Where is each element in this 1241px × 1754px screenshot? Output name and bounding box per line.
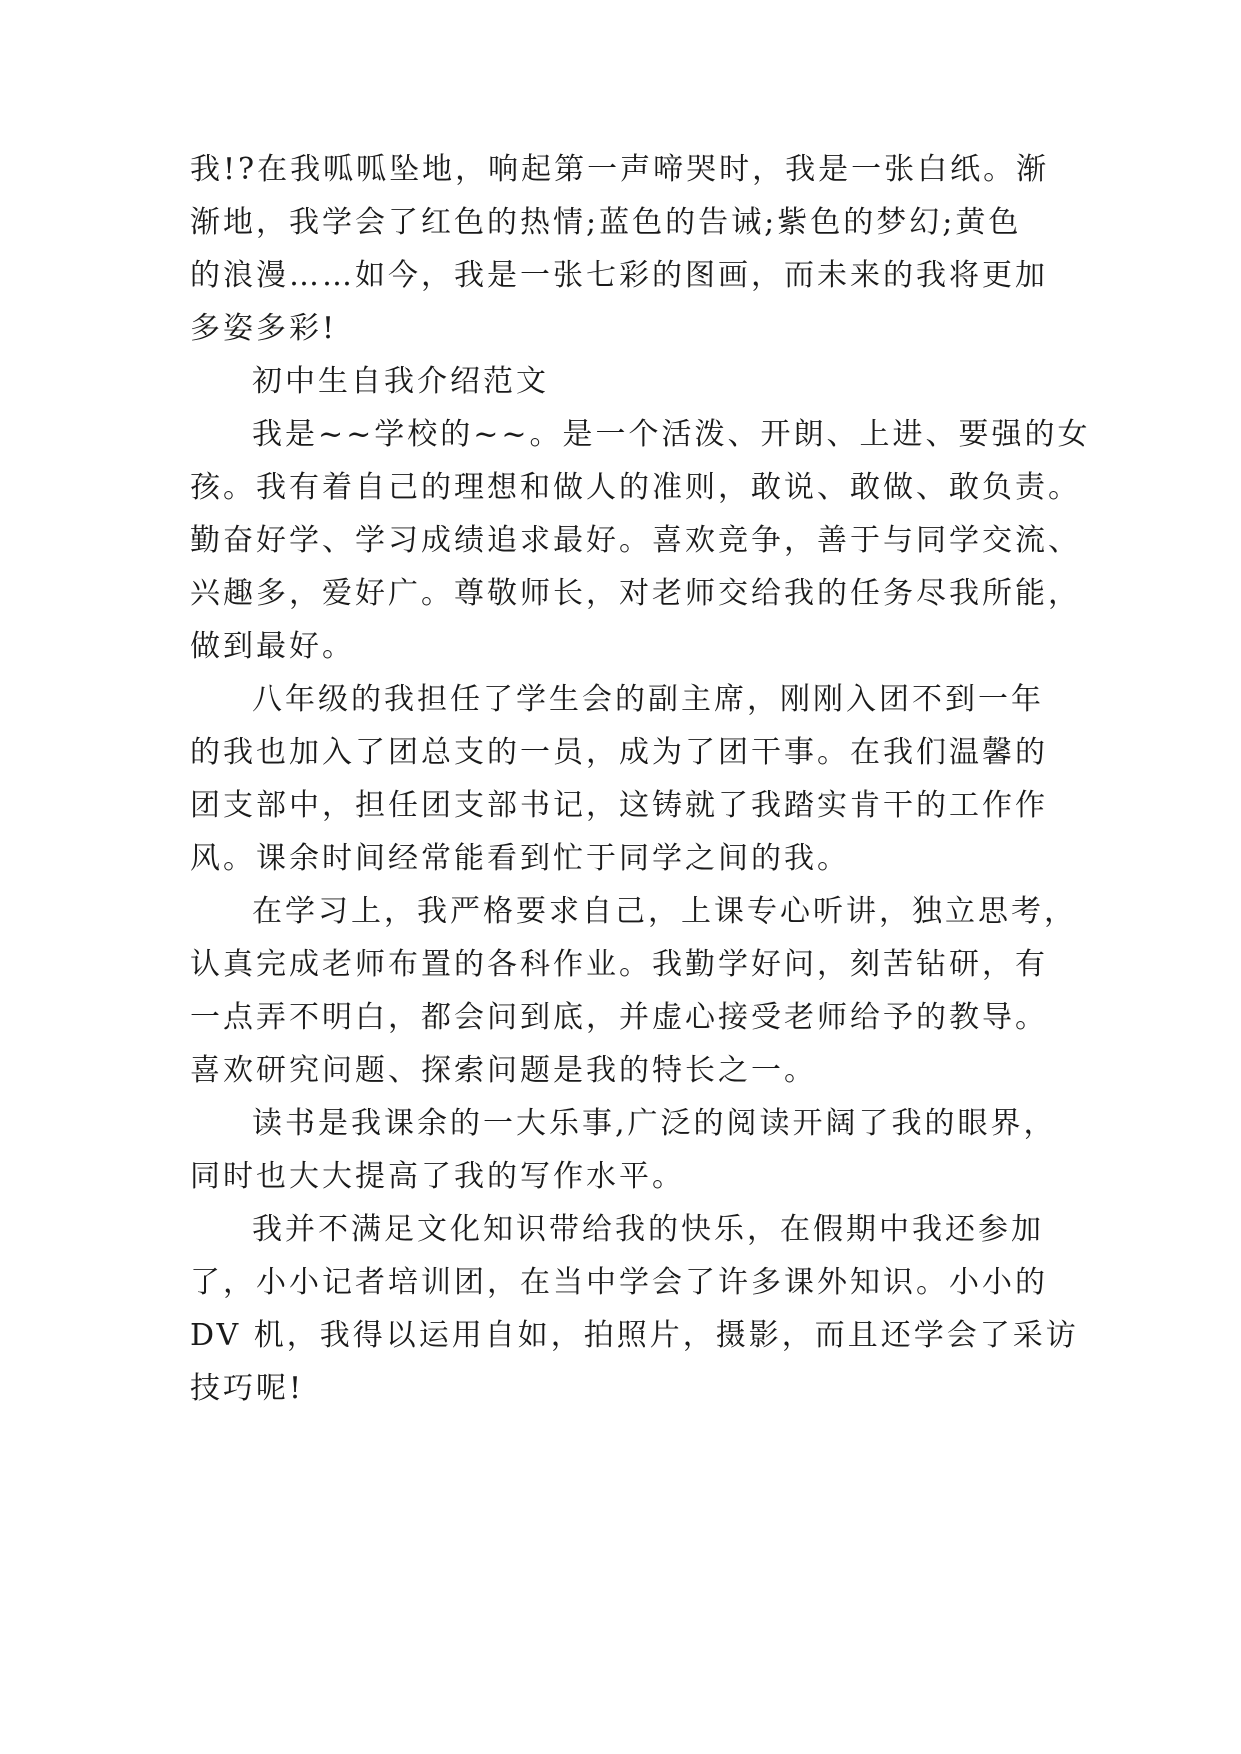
text-line: 勤奋好学、学习成绩追求最好。喜欢竞争，善于与同学交流、 [190, 523, 1081, 558]
text-line: 我!?在我呱呱坠地，响起第一声啼哭时，我是一张白纸。渐 [190, 152, 1050, 187]
text-line: DV 机，我得以运用自如，拍照片，摄影，而且还学会了采访 [190, 1318, 1079, 1353]
text-line: 风。课余时间经常能看到忙于同学之间的我。 [190, 841, 850, 876]
text-line: 八年级的我担任了学生会的副主席，刚刚入团不到一年 [252, 682, 1044, 717]
text-line: 同时也大大提高了我的写作水平。 [190, 1159, 685, 1194]
text-line: 做到最好。 [190, 629, 355, 664]
section-heading: 初中生自我介绍范文 [252, 364, 549, 399]
text-line: 喜欢研究问题、探索问题是我的特长之一。 [190, 1053, 817, 1088]
text-line: 一点弄不明白，都会问到底，并虚心接受老师给予的教导。 [190, 1000, 1048, 1035]
text-line: 渐地，我学会了红色的热情;蓝色的告诫;紫色的梦幻;黄色 [190, 205, 1022, 240]
text-line: 了，小小记者培训团，在当中学会了许多课外知识。小小的 [190, 1265, 1048, 1300]
text-line: 的浪漫……如今，我是一张七彩的图画，而未来的我将更加 [190, 258, 1048, 293]
text-line: 读书是我课余的一大乐事,广泛的阅读开阔了我的眼界， [252, 1106, 1057, 1141]
text-line: 认真完成老师布置的各科作业。我勤学好问，刻苦钻研，有 [190, 947, 1048, 982]
text-line: 孩。我有着自己的理想和做人的准则，敢说、敢做、敢负责。 [190, 470, 1081, 505]
text-line: 我是~~学校的~~。是一个活泼、开朗、上进、要强的女 [252, 417, 1091, 452]
text-line: 团支部中，担任团支部书记，这铸就了我踏实肯干的工作作 [190, 788, 1048, 823]
text-line: 的我也加入了团总支的一员，成为了团干事。在我们温馨的 [190, 735, 1048, 770]
text-line: 技巧呢! [190, 1371, 305, 1406]
text-line: 我并不满足文化知识带给我的快乐，在假期中我还参加 [252, 1212, 1044, 1247]
text-line: 在学习上，我严格要求自己，上课专心听讲，独立思考， [252, 894, 1077, 929]
text-line: 兴趣多，爱好广。尊敬师长，对老师交给我的任务尽我所能， [190, 576, 1081, 611]
text-line: 多姿多彩! [190, 311, 338, 346]
